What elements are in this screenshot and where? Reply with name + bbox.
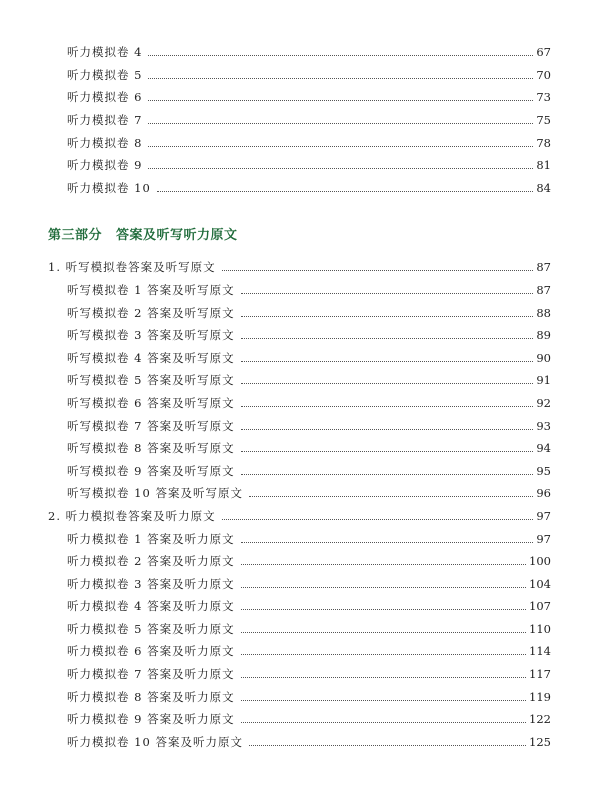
toc-entry-label: 听力模拟卷 1 答案及听力原文 <box>67 532 235 546</box>
toc-entry-page: 122 <box>529 712 551 726</box>
toc-entry-page: 95 <box>536 464 551 478</box>
toc-entry-label: 听力模拟卷 7 <box>67 113 143 127</box>
dot-leader <box>148 146 533 147</box>
toc-entry[interactable] <box>67 526 551 546</box>
toc-entry-label: 听力模拟卷 8 <box>67 136 143 150</box>
toc-entry[interactable] <box>67 684 551 704</box>
toc-entry-page: 88 <box>536 306 551 320</box>
toc-entry-page: 94 <box>536 441 551 455</box>
toc-entry-label: 听力模拟卷 6 答案及听力原文 <box>67 644 235 658</box>
toc-entry-page: 93 <box>536 419 551 433</box>
toc-entry-label: 听力模拟卷 4 <box>67 45 143 59</box>
dot-leader <box>241 632 526 633</box>
toc-group-label: 1. 听写模拟卷答案及听写原文 <box>48 260 216 274</box>
toc-entry-label: 听力模拟卷 9 答案及听力原文 <box>67 712 235 726</box>
dot-leader <box>148 100 533 101</box>
toc-entry-label: 听力模拟卷 9 <box>67 158 143 172</box>
toc-entry[interactable] <box>67 300 551 320</box>
toc-group-entry[interactable] <box>48 503 551 523</box>
toc-entry[interactable] <box>67 277 551 297</box>
toc-entry-page: 87 <box>536 283 551 297</box>
toc-entry-label: 听力模拟卷 3 答案及听力原文 <box>67 577 235 591</box>
toc-entry-label: 听写模拟卷 3 答案及听写原文 <box>67 328 235 342</box>
toc-entry[interactable] <box>67 593 551 613</box>
section-title: 答案及听写听力原文 <box>116 228 238 243</box>
toc-entry[interactable] <box>67 84 551 104</box>
toc-entry-page: 114 <box>529 644 551 658</box>
toc-entry-label: 听写模拟卷 4 答案及听写原文 <box>67 351 235 365</box>
toc-entry-page: 110 <box>529 622 551 636</box>
toc-entry-page: 117 <box>529 667 551 681</box>
dot-leader <box>241 587 526 588</box>
toc-entry[interactable] <box>67 571 551 591</box>
dot-leader <box>148 78 533 79</box>
toc-entry[interactable] <box>67 130 551 150</box>
toc-entry-label: 听写模拟卷 7 答案及听写原文 <box>67 419 235 433</box>
toc-entry[interactable] <box>67 458 551 478</box>
toc-entry-label: 听写模拟卷 10 答案及听写原文 <box>67 486 243 500</box>
toc-entry-label: 听写模拟卷 8 答案及听写原文 <box>67 441 235 455</box>
toc-group-entry[interactable] <box>48 254 551 274</box>
dot-leader <box>241 316 534 317</box>
dot-leader <box>222 270 534 271</box>
toc-entry-page: 78 <box>536 136 551 150</box>
toc-entry[interactable] <box>67 706 551 726</box>
toc-group-page: 87 <box>536 260 551 274</box>
dot-leader <box>241 406 534 407</box>
toc-entry[interactable] <box>67 175 551 195</box>
toc-entry[interactable] <box>67 616 551 636</box>
toc-entry-label: 听力模拟卷 5 <box>67 68 143 82</box>
toc-entry-label: 听力模拟卷 10 <box>67 181 151 195</box>
toc-entry-page: 125 <box>529 735 551 749</box>
toc-entry-page: 104 <box>529 577 551 591</box>
toc-entry-label: 听力模拟卷 6 <box>67 90 143 104</box>
dot-leader <box>241 700 526 701</box>
dot-leader <box>249 745 526 746</box>
section-heading <box>48 224 238 243</box>
dot-leader <box>241 338 534 339</box>
dot-leader <box>148 123 533 124</box>
section-part: 第三部分 <box>48 228 103 243</box>
dot-leader <box>241 451 534 452</box>
toc-entry-label: 听写模拟卷 2 答案及听写原文 <box>67 306 235 320</box>
dot-leader <box>241 677 526 678</box>
toc-group-label: 2. 听力模拟卷答案及听力原文 <box>48 509 216 523</box>
toc-entry[interactable] <box>67 367 551 387</box>
toc-entry-page: 100 <box>529 554 551 568</box>
toc-entry-page: 75 <box>536 113 551 127</box>
toc-entry[interactable] <box>67 62 551 82</box>
toc-entry-label: 听写模拟卷 6 答案及听写原文 <box>67 396 235 410</box>
dot-leader <box>148 168 533 169</box>
toc-entry[interactable] <box>67 107 551 127</box>
toc-entry-page: 91 <box>536 373 551 387</box>
dot-leader <box>241 383 534 384</box>
toc-entry-label: 听力模拟卷 10 答案及听力原文 <box>67 735 243 749</box>
toc-entry-page: 92 <box>536 396 551 410</box>
toc-entry[interactable] <box>67 390 551 410</box>
toc-group-page: 97 <box>536 509 551 523</box>
toc-entry-page: 119 <box>529 690 551 704</box>
toc-entry-page: 81 <box>536 158 551 172</box>
dot-leader <box>241 361 534 362</box>
toc-entry-page: 84 <box>536 181 551 195</box>
dot-leader <box>249 496 533 497</box>
toc-entry[interactable] <box>67 661 551 681</box>
toc-entry[interactable] <box>67 152 551 172</box>
toc-entry[interactable] <box>67 39 551 59</box>
toc-entry-label: 听写模拟卷 5 答案及听写原文 <box>67 373 235 387</box>
dot-leader <box>241 474 534 475</box>
toc-entry[interactable] <box>67 729 551 749</box>
toc-entry-page: 97 <box>536 532 551 546</box>
toc-entry-label: 听力模拟卷 7 答案及听力原文 <box>67 667 235 681</box>
toc-entry-page: 67 <box>536 45 551 59</box>
toc-entry-label: 听力模拟卷 5 答案及听力原文 <box>67 622 235 636</box>
dot-leader <box>241 293 534 294</box>
toc-entry-page: 70 <box>536 68 551 82</box>
dot-leader <box>241 429 534 430</box>
dot-leader <box>157 191 534 192</box>
dot-leader <box>222 519 534 520</box>
toc-entry-label: 听写模拟卷 1 答案及听写原文 <box>67 283 235 297</box>
dot-leader <box>241 564 526 565</box>
toc-entry[interactable] <box>67 345 551 365</box>
toc-entry-page: 89 <box>536 328 551 342</box>
toc-entry-label: 听力模拟卷 8 答案及听力原文 <box>67 690 235 704</box>
toc-entry-page: 90 <box>536 351 551 365</box>
dot-leader <box>148 55 533 56</box>
toc-entry-page: 73 <box>536 90 551 104</box>
dot-leader <box>241 609 526 610</box>
toc-entry[interactable] <box>67 322 551 342</box>
toc-entry-label: 听力模拟卷 2 答案及听力原文 <box>67 554 235 568</box>
toc-entry[interactable] <box>67 480 551 500</box>
toc-entry[interactable] <box>67 638 551 658</box>
dot-leader <box>241 722 526 723</box>
toc-entry[interactable] <box>67 548 551 568</box>
toc-entry-label: 听写模拟卷 9 答案及听写原文 <box>67 464 235 478</box>
dot-leader <box>241 654 526 655</box>
toc-entry-label: 听力模拟卷 4 答案及听力原文 <box>67 599 235 613</box>
toc-entry[interactable] <box>67 413 551 433</box>
toc-entry-page: 96 <box>536 486 551 500</box>
toc-entry-page: 107 <box>529 599 551 613</box>
toc-entry[interactable] <box>67 435 551 455</box>
dot-leader <box>241 542 534 543</box>
